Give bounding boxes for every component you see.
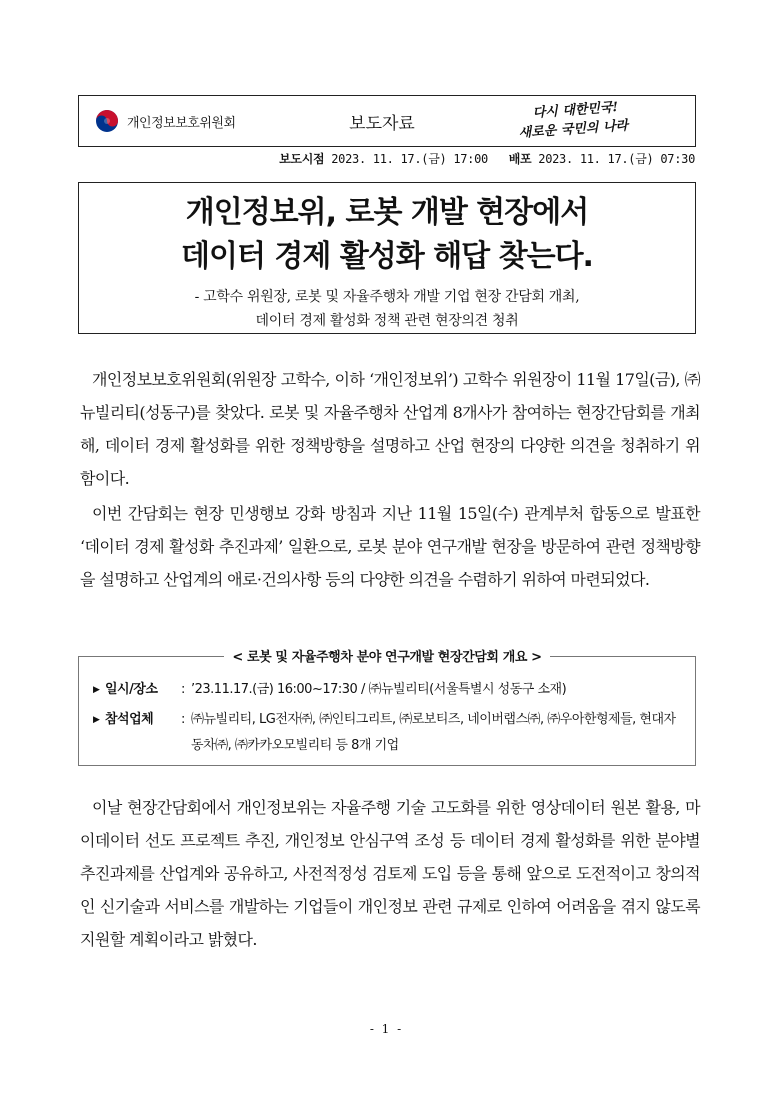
- body-paragraph-3: 이날 현장간담회에서 개인정보위는 자율주행 기술 고도화를 위한 영상데이터 원본 활용, 마이데이터 선도 프로젝트 추진, 개인정보 안심구역 조성 등 데이터 경제 활성화를 위한 분야별 추진과제를 산업계와 공유하고, 사전적정성 검토제 도입 등을 통해 앞으로 도전적이고 창의적인 신기술과 서비스를 개발하는 기업들이 개인정보 관련 규제로 인하여 어려움을 겪지 않도록 지원할 계획이라고 밝혔다.: [80, 798, 700, 949]
- body-paragraph-2: 이번 간담회는 현장 민생행보 강화 방침과 지난 11월 15일(수) 관계부처 합동으로 발표한 ‘데이터 경제 활성화 추진과제’ 일환으로, 로봇 분야 연구개발 현장을 방문하여 관련 정책방향을 설명하고 산업계의 애로·건의사항 등의 다양한 의견을 수렴하기 위하여 마련되었다.: [80, 504, 700, 589]
- headline: [79, 191, 695, 279]
- svg-text:다시 대한민국!: 다시 대한민국!: [532, 100, 619, 121]
- colon-separator: :: [181, 682, 185, 697]
- page-number: - 1 -: [369, 1022, 404, 1036]
- header-bar: [78, 95, 696, 147]
- outline-value: ’23.11.17.(금) 16:00~17:30 / ㈜뉴빌리티(서울특별시 성동구 소재): [191, 682, 567, 697]
- triangle-bullet-icon: ▶: [93, 715, 100, 725]
- outline-label: 참석업체: [105, 712, 154, 727]
- distribution-value: 2023. 11. 17.(금) 07:30: [538, 152, 695, 166]
- org-name: 개인정보보호위원회: [127, 115, 236, 131]
- colon-separator: :: [181, 712, 185, 727]
- headline-box: [78, 182, 696, 334]
- outline-label: 일시/장소: [105, 682, 158, 697]
- outline-row-datetime: [93, 677, 685, 703]
- distribution-label: 배포: [508, 152, 532, 166]
- headline-line2: 데이터 경제 활성화 해답 찾는다.: [181, 239, 593, 274]
- meeting-outline-box: [78, 650, 696, 766]
- body-paragraph-1: 개인정보보호위원회(위원장 고학수, 이하 ‘개인정보위’) 고학수 위원장이 11월 17일(금), ㈜뉴빌리티(성동구)를 찾았다. 로봇 및 자율주행차 산업계 8개사가 참여하는 현장간담회를 개최해, 데이터 경제 활성화를 위한 정책방향을 설명하고 산업 현장의 다양한 의견을 청취하기 위함이다.: [80, 370, 700, 488]
- slogan-handwriting: [515, 99, 675, 143]
- outline-row-attendees: [93, 707, 685, 759]
- triangle-bullet-icon: ▶: [93, 685, 100, 695]
- embargo-value: 2023. 11. 17.(금) 17:00: [331, 152, 488, 166]
- embargo-label: 보도시점: [279, 152, 325, 166]
- headline-line1: 개인정보위, 로봇 개발 현장에서: [185, 195, 589, 230]
- subheadline-line2: 데이터 경제 활성화 정책 관련 현장의견 청취: [255, 313, 519, 329]
- svg-text:새로운 국민의 나라: 새로운 국민의 나라: [518, 118, 629, 141]
- outline-title: < 로봇 및 자율주행차 분야 연구개발 현장간담회 개요 >: [79, 646, 695, 665]
- subheadline: [79, 285, 695, 333]
- release-info: [279, 150, 695, 167]
- subheadline-line1: - 고학수 위원장, 로봇 및 자율주행차 개발 기업 현장 간담회 개최,: [194, 289, 580, 305]
- outline-value: ㈜뉴빌리티, LG전자㈜, ㈜인티그리트, ㈜로보티즈, 네이버랩스㈜, ㈜우아한형제들, 현대자동차㈜, ㈜카카오모빌리티 등 8개 기업: [191, 712, 676, 753]
- doc-type-label: 보도자료: [349, 113, 415, 134]
- taegeuk-logo-icon: [95, 109, 119, 133]
